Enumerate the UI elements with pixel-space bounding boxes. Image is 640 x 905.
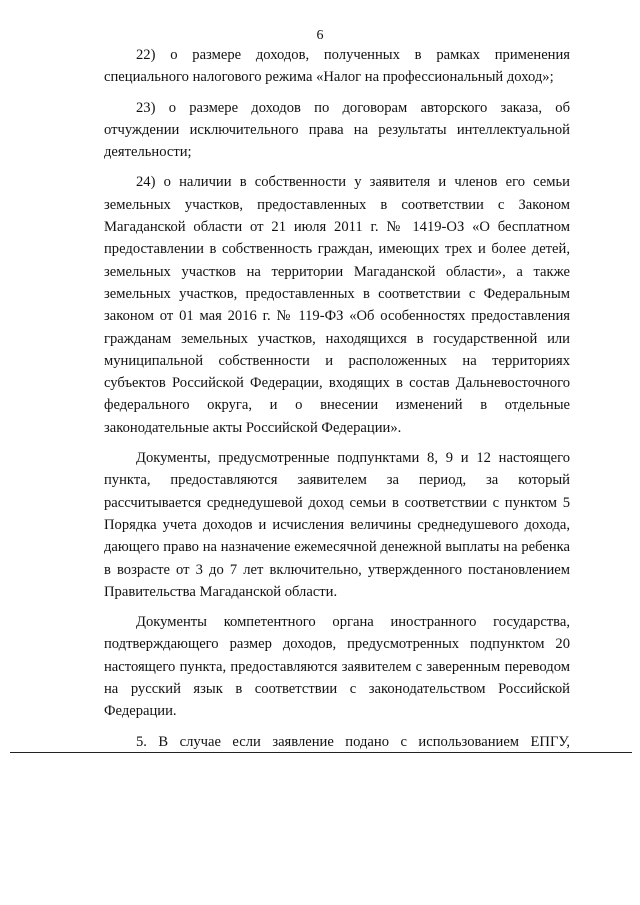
paragraph-foreign-documents: Документы компетентного органа иностранного государства, подтверждающего размер доходов, предусмотренных подпунктом 20 настоящего пункта, предоставляются заявителем с заверенным переводом на русский язык в соответствии с законодательством Российской Федерации. xyxy=(104,614,570,720)
page-number: 6 xyxy=(316,28,324,43)
paragraph-documents-period: Документы, предусмотренные подпунктами 8, 9 и 12 настоящего пункта, предоставляются заявителем за период, за который рассчитывается среднедушевой доход семьи в соответствии с пунктом 5 Порядка учета доходов и исчисления величины среднедушевого дохода, дающего право на назначение ежемесячной денежной выплаты на ребенка в возрасте от 3 до 7 лет включительно, утвержденного постановлением Правительства Магаданской области. xyxy=(104,450,570,600)
paragraph-22: 22) о размере доходов, полученных в рамках применения специального налогового режима «Налог на профессиональный доход»; xyxy=(104,47,570,86)
paragraph-24: 24) о наличии в собственности у заявителя и членов его семьи земельных участков, предоставленных в соответствии с Законом Магаданской области от 21 июля 2011 г. № 1419-ОЗ «О бесплатном предоставлении в собственность граждан, имеющих трех и более детей, земельных участков на территории Магаданской области», а также земельных участков, предоставленных в соответствии с Федеральным законом от 01 мая 2016 г. № 119-ФЗ «Об особенностях предоставления гражданам земельных участков, находящихся в государственной или муниципальной собственности и расположенных на территориях субъектов Российской Федерации, входящих в состав Дальневосточного федерального округа, и о внесении изменений в отдельные законодательные акты Российской Федерации». xyxy=(104,174,570,436)
paragraph-23: 23) о размере доходов по договорам авторского заказа, об отчуждении исключительного права на результаты интеллектуальной деятельности; xyxy=(104,99,570,161)
document-body xyxy=(104,44,570,761)
page-divider xyxy=(10,752,632,753)
paragraph-item-5: 5. В случае если заявление подано с использованием ЕПГУ, xyxy=(136,733,570,750)
